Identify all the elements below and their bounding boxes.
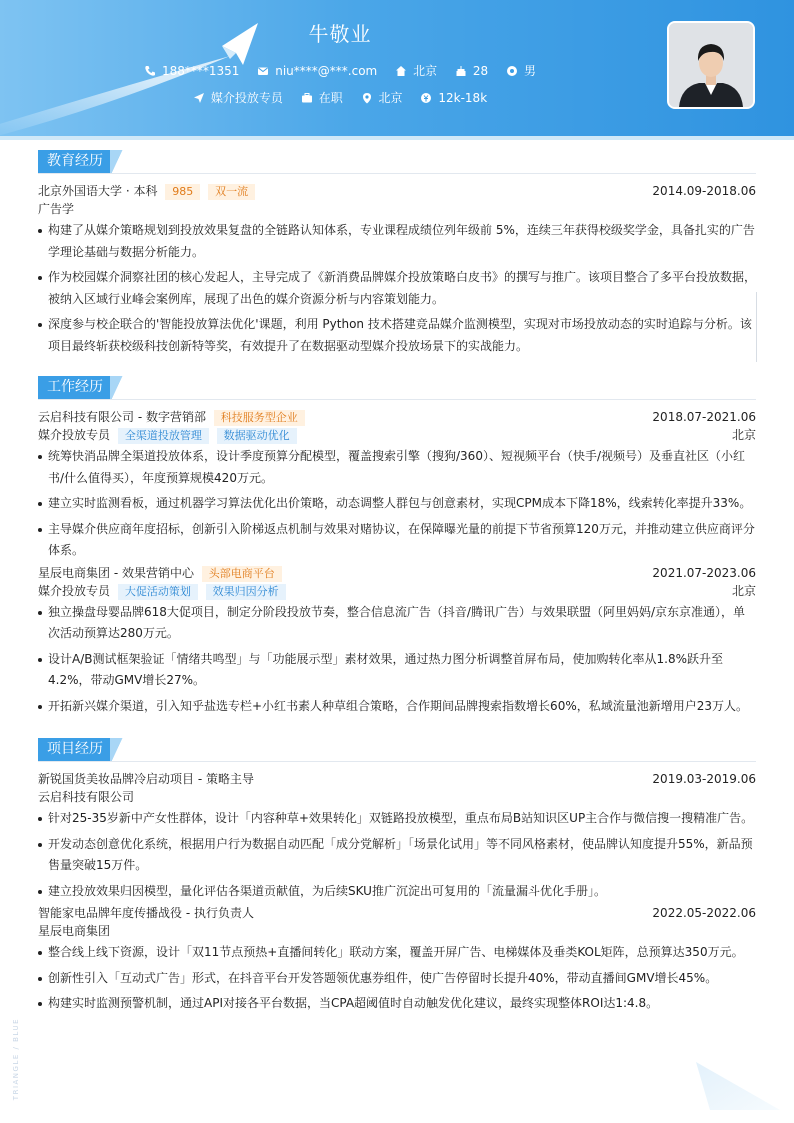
section-title-accent: [110, 150, 124, 173]
age-item: [455, 64, 488, 78]
contact-row: [0, 62, 680, 80]
work-section: [38, 376, 756, 717]
gender-text: 男: [524, 64, 537, 78]
list-item: 针对25-35岁新中产女性群体，设计「内容种草+效果转化」双链路投放模型，重点布局B站知识区UP主合作与微信搜一搜精准广告。: [38, 808, 756, 830]
list-item: 开发动态创意优化系统，根据用户行为数据自动匹配「成分党解析」「场景化试用」等不同风格素材，使品牌认知度提升55%，新品预售量突破15万件。: [38, 834, 756, 877]
job-location: 北京: [731, 583, 756, 598]
list-item: 创新性引入「互动式广告」形式，在抖音平台开发答题领优惠券组件，使广告停留时长提升40%，带动直播间GMV增长45%。: [38, 968, 756, 990]
job-role-row: [38, 582, 756, 600]
job-role: 媒介投放专员: [38, 583, 111, 598]
list-item: 深度参与校企联合的'智能投放算法优化'课题，利用 Python 技术搭建竞品媒介监测模型，实现对市场投放动态的实时追踪与分析。该项目最终斩获校级科技创新特等奖，有效提升了在数据驱动型媒介投放场景下的实战能力。: [38, 314, 756, 357]
list-item: 构建了从媒介策略规划到投放效果复盘的全链路认知体系，专业课程成绩位列年级前 5%，连续三年获得校级奖学金，具备扎实的广告学理论基础与数据分析能力。: [38, 220, 756, 263]
education-section-title: 教育经历: [38, 150, 112, 173]
list-item: 开拓新兴媒介渠道，引入知乎盐选专栏+小红书素人种草组合策略，合作期间品牌搜索指数增长60%，私域流量池新增用户23万人。: [38, 696, 756, 718]
projects-section-header: [38, 738, 756, 762]
salary-text: 12k-18k: [438, 90, 488, 105]
project-bullets: [38, 808, 756, 902]
phone-text: 188****1351: [161, 63, 240, 78]
company-name: 星辰电商集团 - 效果营销中心: [38, 565, 194, 580]
money-icon: [420, 92, 432, 104]
phone-item: [144, 64, 239, 78]
list-item: 统筹快消品牌全渠道投放体系，设计季度预算分配模型，覆盖搜索引擎（搜狗/360）、短视频平台（快手/视频号）及垂直社区（小红书/什么值得买），年度预算规模420万元。: [38, 446, 756, 489]
gender-icon: [506, 65, 518, 77]
job-bullets: [38, 446, 756, 562]
project-date: 2019.03-2019.06: [652, 772, 756, 786]
company-tag: 科技服务型企业: [214, 410, 305, 426]
divider-line: [756, 292, 757, 362]
project-bullets: [38, 942, 756, 1015]
project-org: 星辰电商集团: [38, 924, 111, 938]
education-major-row: [38, 200, 756, 218]
profile-photo: [667, 21, 755, 109]
project-org-row: [38, 788, 756, 806]
project-org-row: [38, 922, 756, 940]
project-org: 云启科技有限公司: [38, 790, 135, 804]
email-text: niu****@***.com: [275, 63, 378, 78]
section-title-accent: [110, 376, 124, 399]
project-title-row: [38, 904, 756, 922]
school-name: 北京外国语大学 · 本科: [38, 184, 158, 198]
job-location: 北京: [731, 428, 756, 442]
salary-item: [420, 91, 487, 105]
work-section-title: 工作经历: [38, 376, 112, 399]
company-tag: 头部电商平台: [202, 566, 282, 582]
target-job-item: [193, 89, 283, 106]
education-section-header: [38, 150, 756, 174]
briefcase-icon: [301, 92, 313, 104]
list-item: 设计A/B测试框架验证「情绪共鸣型」与「功能展示型」素材效果，通过热力图分析调整首屏布局，使加购转化率从1.8%跃升至4.2%，带动GMV增长27%。: [38, 649, 756, 692]
mail-icon: [257, 65, 269, 77]
target-job-text: 媒介投放专员: [210, 91, 283, 105]
education-school-row: [38, 182, 756, 200]
education-bullets: [38, 220, 756, 357]
job-role-row: [38, 426, 756, 444]
gender-item: [506, 62, 536, 79]
target-city-item: [361, 89, 403, 106]
list-item: 独立操盘母婴品牌618大促项目，制定分阶段投放节奏，整合信息流广告（抖音/腾讯广告）与效果联盟（阿里妈妈/京东京准通），单次活动预算达280万元。: [38, 602, 756, 645]
job-date: 2018.07-2021.06: [652, 410, 756, 424]
project-title-row: [38, 770, 756, 788]
education-date: 2014.09-2018.06: [652, 184, 756, 198]
list-item: 构建实时监测预警机制，通过API对接各平台数据，当CPA超阈值时自动触发优化建议，最终实现整体ROI达1:4.8。: [38, 993, 756, 1015]
project-name: 智能家电品牌年度传播战役 - 执行负责人: [38, 906, 254, 920]
major: 广告学: [38, 202, 75, 216]
job-intent-row: [0, 89, 680, 107]
list-item: 作为校园媒介洞察社团的核心发起人，主导完成了《新消费品牌媒介投放策略白皮书》的撰写与推广。该项目整合了多平台投放数据，被纳入区域行业峰会案例库，展现了出色的媒介资源分析与内容策划能力。: [38, 267, 756, 310]
target-city-text: 北京: [378, 91, 403, 105]
school-tag: 985: [165, 184, 200, 200]
status-item: [301, 89, 343, 106]
section-title-accent: [110, 738, 124, 761]
role-tag: 全渠道投放管理: [118, 428, 209, 444]
job-company-row: [38, 564, 756, 582]
company-name: 云启科技有限公司 - 数字营销部: [38, 410, 206, 424]
job-date: 2021.07-2023.06: [652, 565, 756, 580]
role-tag: 效果归因分析: [206, 584, 286, 600]
projects-section: [38, 738, 756, 1015]
location-pin-icon: [361, 92, 373, 104]
role-tag: 数据驱动优化: [217, 428, 297, 444]
job-bullets: [38, 602, 756, 718]
candidate-name: 牛敬业: [308, 22, 372, 46]
projects-section-title: 项目经历: [38, 738, 112, 761]
list-item: 建立实时监测看板，通过机器学习算法优化出价策略，动态调整人群包与创意素材，实现CPM成本下降18%，线索转化率提升33%。: [38, 493, 756, 515]
role-tag: 大促活动策划: [118, 584, 198, 600]
list-item: 主导媒介供应商年度招标，创新引入阶梯返点机制与效果对赌协议，在保障曝光量的前提下节省预算120万元，并推动建立供应商评分体系。: [38, 519, 756, 562]
phone-icon: [144, 65, 156, 77]
avatar-illustration: [669, 23, 753, 107]
project-name: 新锐国货美妆品牌冷启动项目 - 策略主导: [38, 772, 254, 786]
email-item: [257, 64, 377, 78]
job-role: 媒介投放专员: [38, 428, 111, 442]
cake-icon: [455, 65, 467, 77]
work-section-header: [38, 376, 756, 400]
status-text: 在职: [318, 91, 343, 105]
send-icon: [193, 92, 205, 104]
city-item: [395, 62, 437, 79]
corner-triangle-decoration: [696, 1062, 780, 1112]
home-icon: [395, 65, 407, 77]
school-tag: 双一流: [208, 184, 255, 200]
age-text: 28: [472, 63, 489, 78]
city-text: 北京: [413, 64, 438, 78]
job-company-row: [38, 408, 756, 426]
resume-header: [0, 0, 794, 140]
list-item: 整合线上线下资源，设计「双11节点预热+直播间转化」联动方案，覆盖开屏广告、电梯媒体及垂类KOL矩阵，总预算达350万元。: [38, 942, 756, 964]
education-section: [38, 150, 756, 357]
project-date: 2022.05-2022.06: [652, 906, 756, 920]
side-watermark-text: TRIANGLE / BLUE: [12, 1018, 20, 1101]
list-item: 建立投放效果归因模型，量化评估各渠道贡献值，为后续SKU推广沉淀出可复用的「流量漏斗优化手册」。: [38, 881, 756, 903]
